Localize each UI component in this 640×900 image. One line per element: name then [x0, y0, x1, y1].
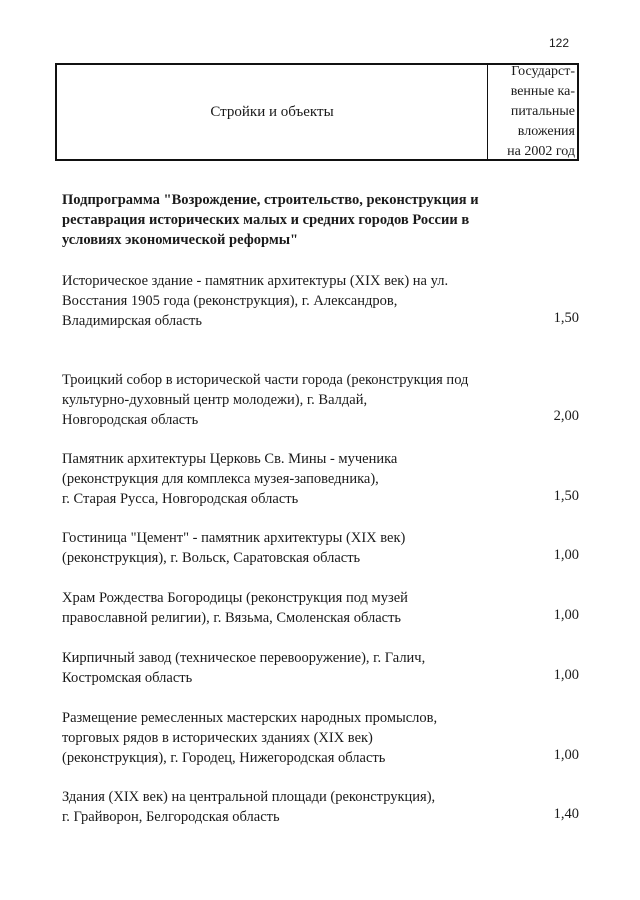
list-item: [62, 708, 579, 768]
entry-value: 1,00: [553, 667, 579, 683]
list-item: [62, 370, 579, 430]
entry-description: [62, 271, 502, 331]
list-item: [62, 271, 579, 331]
entry-description: [62, 648, 502, 688]
entry-line: культурно-духовный центр молодежи), г. Валдай,: [62, 392, 368, 408]
entry-line: Кирпичный завод (техническое перевооружение), г. Галич,: [62, 650, 426, 666]
entry-value: 1,50: [553, 488, 579, 504]
entry-value: 1,00: [553, 747, 579, 763]
entry-line: (реконструкция), г. Городец, Нижегородская область: [62, 750, 386, 766]
entry-description: [62, 528, 502, 568]
page-number: 122: [549, 36, 570, 50]
entry-line: Троицкий собор в исторической части города (реконструкция под: [62, 372, 469, 388]
entry-description: [62, 370, 502, 430]
investments-header-line: Государст-: [511, 64, 575, 79]
entry-line: Храм Рождества Богородицы (реконструкция под музей: [62, 590, 408, 606]
entry-line: Новгородская область: [62, 412, 199, 428]
investments-header-line: на 2002 год: [507, 144, 575, 159]
entry-line: г. Грайворон, Белгородская область: [62, 809, 280, 825]
investments-header-line: питальные: [510, 104, 575, 119]
investments-header-line: вложения: [517, 124, 575, 139]
objects-column-header: Стройки и объекты: [57, 65, 488, 159]
entry-value: 1,00: [553, 547, 579, 563]
subprogram-title-line: реставрация исторических малых и средних городов России в: [62, 212, 470, 228]
list-item: [62, 648, 579, 688]
entry-line: торговых рядов в исторических зданиях (XIX век): [62, 730, 373, 746]
entry-description: [62, 708, 502, 768]
entry-line: г. Старая Русса, Новгородская область: [62, 491, 299, 507]
entry-line: (реконструкция), г. Вольск, Саратовская область: [62, 550, 361, 566]
entry-description: [62, 449, 502, 509]
entry-line: Владимирская область: [62, 313, 202, 329]
entry-value: 1,50: [553, 310, 579, 326]
subprogram-title-line: условиях экономической реформы": [62, 232, 299, 248]
list-item: [62, 449, 579, 509]
entry-line: Историческое здание - памятник архитектуры (XIX век) на ул.: [62, 273, 449, 289]
entry-line: Костромская область: [62, 670, 193, 686]
entry-line: Гостиница "Цемент" - памятник архитектуры (XIX век): [62, 530, 406, 546]
list-item: [62, 787, 579, 827]
entry-line: Здания (XIX век) на центральной площади (реконструкция),: [62, 789, 436, 805]
investments-header-line: венные ка-: [510, 84, 575, 99]
investments-column-header: [488, 65, 577, 159]
entry-line: Памятник архитектуры Церковь Св. Мины - мученика: [62, 451, 398, 467]
entry-line: (реконструкция для комплекса музея-заповедника),: [62, 471, 379, 487]
entry-line: православной религии), г. Вязьма, Смоленская область: [62, 610, 402, 626]
entry-description: [62, 588, 502, 628]
entry-description: [62, 787, 502, 827]
subprogram-title-line: Подпрограмма "Возрождение, строительство, реконструкция и: [62, 192, 479, 208]
subprogram-title: [62, 190, 502, 250]
entry-value: 2,00: [553, 408, 579, 424]
entry-line: Восстания 1905 года (реконструкция), г. Александров,: [62, 293, 398, 309]
header-table: [55, 63, 579, 161]
entry-value: 1,40: [553, 806, 579, 822]
list-item: [62, 588, 579, 628]
list-item: [62, 528, 579, 568]
entry-value: 1,00: [553, 607, 579, 623]
entry-line: Размещение ремесленных мастерских народных промыслов,: [62, 710, 438, 726]
